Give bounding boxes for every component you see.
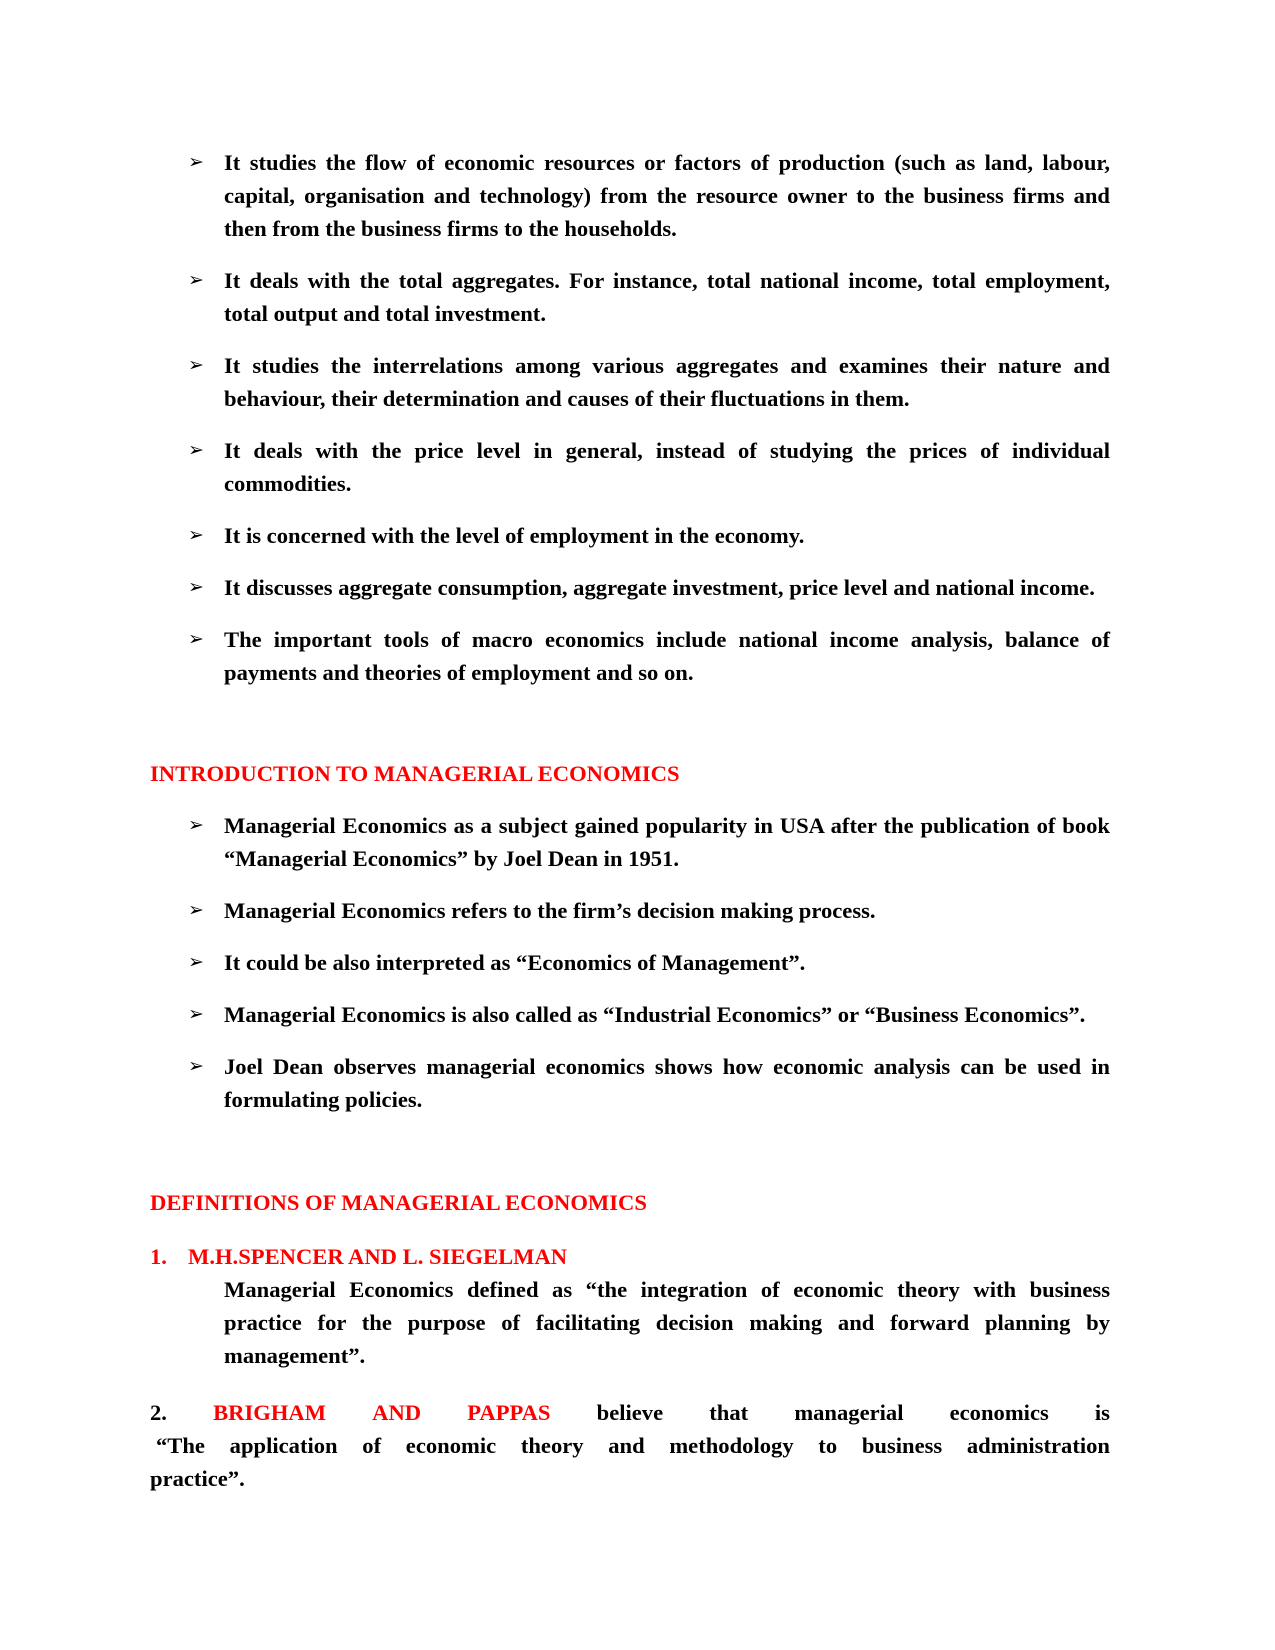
bullet-text: It discusses aggregate consumption, aggregate investment, price level and national income.	[224, 575, 1095, 600]
definition-number: 1.	[150, 1244, 167, 1269]
arrow-bullet-icon: ➢	[188, 151, 204, 173]
bullet-text: It studies the interrelations among various aggregates and examines their nature and behaviour, their determination and causes of their fluctuations in them.	[224, 353, 1110, 411]
definition-lead-word: that	[709, 1400, 749, 1425]
bullet-text: It is concerned with the level of employment in the economy.	[224, 523, 805, 548]
bullet-text: Managerial Economics as a subject gained popularity in USA after the publication of book “Managerial Economics” by Joel Dean in 1951.	[224, 813, 1110, 871]
definition-2-lead	[150, 1396, 1110, 1429]
bullet-item	[150, 434, 1110, 500]
bullet-item	[150, 623, 1110, 689]
bullet-item	[150, 571, 1110, 604]
bullet-item	[150, 998, 1110, 1031]
definition-number: 2.	[150, 1400, 167, 1425]
bullet-text: Managerial Economics refers to the firm’s decision making process.	[224, 898, 876, 923]
intro-heading: INTRODUCTION TO MANAGERIAL ECONOMICS	[150, 761, 680, 786]
definition-lead-word: believe	[596, 1400, 664, 1425]
bullet-item	[150, 894, 1110, 927]
macro-bullet-list	[150, 146, 1110, 689]
arrow-bullet-icon: ➢	[188, 269, 204, 291]
definition-1-heading	[150, 1240, 1110, 1273]
bullet-text: It deals with the total aggregates. For instance, total national income, total employment, total output and total investment.	[224, 268, 1110, 326]
definition-author-word: BRIGHAM	[213, 1400, 327, 1425]
bullet-item	[150, 946, 1110, 979]
arrow-bullet-icon: ➢	[188, 354, 204, 376]
bullet-item	[150, 1050, 1110, 1116]
bullet-text: Managerial Economics is also called as “Industrial Economics” or “Business Economics”.	[224, 1002, 1086, 1027]
arrow-bullet-icon: ➢	[188, 628, 204, 650]
arrow-bullet-icon: ➢	[188, 1003, 204, 1025]
arrow-bullet-icon: ➢	[188, 524, 204, 546]
definition-lead-word: managerial	[794, 1400, 904, 1425]
bullet-text: The important tools of macro economics include national income analysis, balance of payments and theories of employment and so on.	[224, 627, 1110, 685]
intro-bullet-list	[150, 809, 1110, 1116]
bullet-item	[150, 809, 1110, 875]
bullet-item	[150, 146, 1110, 245]
definition-lead-word: economics	[949, 1400, 1049, 1425]
definition-2-quote: “The application of economic theory and methodology to business administration	[156, 1433, 1110, 1458]
definition-2-end: practice”.	[150, 1466, 245, 1491]
bullet-item	[150, 264, 1110, 330]
definition-1	[150, 1240, 1110, 1372]
arrow-bullet-icon: ➢	[188, 899, 204, 921]
definitions-heading: DEFINITIONS OF MANAGERIAL ECONOMICS	[150, 1190, 647, 1215]
definition-lead-word: is	[1094, 1400, 1110, 1425]
bullet-text: Joel Dean observes managerial economics shows how economic analysis can be used in formulating policies.	[224, 1054, 1110, 1112]
arrow-bullet-icon: ➢	[188, 814, 204, 836]
arrow-bullet-icon: ➢	[188, 951, 204, 973]
arrow-bullet-icon: ➢	[188, 1055, 204, 1077]
bullet-text: It deals with the price level in general, instead of studying the prices of individual commodities.	[224, 438, 1110, 496]
arrow-bullet-icon: ➢	[188, 576, 204, 598]
bullet-item	[150, 519, 1110, 552]
definition-authors: M.H.SPENCER AND L. SIEGELMAN	[188, 1244, 568, 1269]
bullet-item	[150, 349, 1110, 415]
definition-2	[150, 1396, 1110, 1495]
definition-author-word: PAPPAS	[467, 1400, 551, 1425]
arrow-bullet-icon: ➢	[188, 439, 204, 461]
bullet-text: It studies the flow of economic resources or factors of production (such as land, labour, capital, organisation and technology) from the resource owner to the business firms and then from the business firms to the households.	[224, 150, 1110, 241]
bullet-text: It could be also interpreted as “Economics of Management”.	[224, 950, 806, 975]
definition-1-text: Managerial Economics defined as “the integration of economic theory with business practice for the purpose of facilitating decision making and forward planning by management”.	[224, 1277, 1110, 1368]
definition-author-word: AND	[372, 1400, 422, 1425]
